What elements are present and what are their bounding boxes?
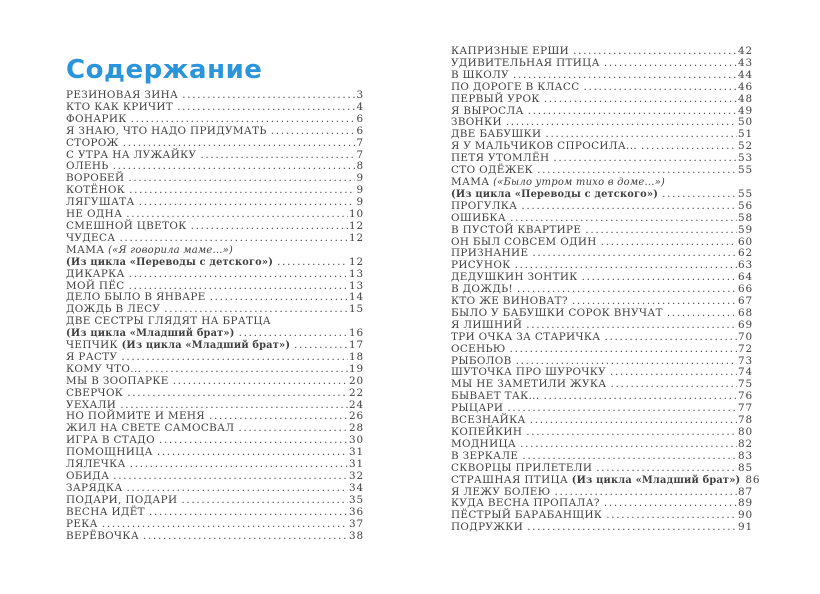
- toc-entry: [66, 245, 364, 257]
- page-number: 60: [737, 235, 753, 248]
- page-number: 82: [737, 437, 753, 450]
- leader-dots: [157, 447, 348, 459]
- leader-dots: [129, 269, 348, 281]
- leader-dots: [149, 507, 348, 519]
- toc-entry-text: Я ЗНАЮ, ЧТО НАДО ПРИДУМАТЬ: [66, 124, 267, 137]
- toc-entry-text: МОЙ ПЁС: [66, 279, 125, 292]
- page-number: 22: [348, 386, 364, 399]
- toc-entry-text: («Я говорила маме...»): [108, 244, 234, 256]
- page-number: 14: [348, 291, 364, 304]
- page-number: 50: [737, 116, 753, 129]
- page-number: 12: [348, 219, 364, 232]
- toc-entry-text: МЫ НЕ ЗАМЕТИЛИ ЖУКА: [451, 378, 607, 391]
- toc-entry-text: ШУТОЧКА ПРО ШУРОЧКУ: [451, 366, 607, 379]
- leader-dots: [271, 126, 356, 138]
- toc-entry-text: КОМУ ЧТО...: [66, 362, 142, 375]
- page-number: 7: [356, 148, 364, 161]
- page-number: 77: [737, 402, 753, 415]
- toc-entry: [66, 507, 364, 519]
- leader-dots: [610, 367, 737, 379]
- page-number: 66: [737, 283, 753, 296]
- page-number: 10: [348, 208, 364, 221]
- leader-dots: [604, 332, 737, 344]
- leader-dots: [294, 340, 348, 352]
- leader-dots: [596, 463, 737, 475]
- page-number: 64: [737, 271, 753, 284]
- leader-dots: [121, 352, 348, 364]
- leader-dots: [507, 403, 737, 415]
- toc-entry-title: [451, 177, 665, 189]
- toc-entry-text: (Из цикла «Переводы с детского»): [451, 188, 659, 200]
- toc-entry-text: В ЗЕРКАЛЕ: [451, 449, 519, 462]
- page-number: 13: [348, 267, 364, 280]
- leader-dots: [543, 391, 736, 403]
- toc-entry-text: ПОДАРИ, ПОДАРИ: [66, 493, 178, 506]
- page-number: 35: [348, 493, 364, 506]
- page-number: 72: [737, 342, 753, 355]
- leader-dots: [553, 153, 737, 165]
- page-number: 42: [737, 45, 753, 57]
- toc-entry-text: (Из цикла «Младший брат»): [66, 328, 235, 340]
- page-number: 56: [737, 199, 753, 212]
- toc-entry-text: ОСЕНЬЮ: [451, 342, 506, 355]
- leader-dots: [113, 471, 348, 483]
- leader-dots: [521, 201, 737, 213]
- toc-entry-text: Я ЛИШНИЙ: [451, 318, 523, 331]
- toc-entry-text: РЕКА: [66, 517, 98, 530]
- page-number: 15: [348, 303, 364, 316]
- toc-entry-text: РИСУНОК: [451, 259, 511, 272]
- toc-entry-text: БЫЛО У БАБУШКИ СОРОК ВНУЧАТ: [451, 306, 663, 319]
- toc-entry-text: ЧЕПЧИК: [66, 339, 122, 352]
- page-number: 32: [348, 470, 364, 482]
- page-number: 9: [356, 172, 364, 185]
- toc-entry-text: Я ВЫРОСЛА: [451, 104, 524, 117]
- toc-entry-text: УЕХАЛИ: [66, 398, 117, 411]
- page-number: 18: [348, 350, 364, 363]
- toc-entry-text: РЫЦАРИ: [451, 402, 504, 415]
- toc-entry-text: В ПУСТОЙ КВАРТИРЕ: [451, 223, 582, 236]
- leader-dots: [530, 415, 737, 427]
- page-number: 68: [737, 306, 753, 319]
- leader-dots: [527, 522, 737, 534]
- toc-entry-text: ПЕРВЫЙ УРОК: [451, 92, 540, 105]
- toc-entry-text: ДЕЛО БЫЛО В ЯНВАРЕ: [66, 291, 206, 304]
- page-number: 49: [737, 104, 753, 117]
- page-number: 19: [348, 362, 364, 375]
- toc-entry-text: Я РАСТУ: [66, 350, 118, 363]
- page-number: 6: [356, 124, 364, 137]
- leader-dots: [582, 272, 737, 284]
- toc-entry-text: НЕ ОДНА: [66, 208, 123, 221]
- toc-entry-text: МАМА: [451, 175, 494, 188]
- page-number: 83: [737, 449, 753, 462]
- toc-entry-text: ОБИДА: [66, 470, 110, 482]
- leader-dots: [145, 364, 348, 376]
- toc-entry-text: УДИВИТЕЛЬНАЯ ПТИЦА: [451, 56, 600, 69]
- page-number: 46: [737, 80, 753, 93]
- page-number: 4: [356, 100, 364, 113]
- toc-entry-title: [66, 316, 271, 328]
- page-number: 67: [737, 295, 753, 308]
- leader-dots: [601, 237, 737, 249]
- toc-entry-text: ВЕРЁВОЧКА: [66, 529, 140, 542]
- page-number: 31: [348, 446, 364, 459]
- page-number: 26: [348, 410, 364, 423]
- leader-dots: [129, 185, 355, 197]
- toc-entry-text: КОПЕЙКИН: [451, 426, 523, 438]
- page-number: 9: [356, 184, 364, 197]
- toc-entry-text: (Из цикла «Переводы с детского»): [66, 256, 274, 268]
- leader-dots: [667, 308, 737, 320]
- toc-entry-text: Я ЛЕЖУ БОЛЕЮ: [451, 485, 551, 498]
- page-number: 73: [737, 354, 753, 367]
- toc-entry-text: РЫБОЛОВ: [451, 354, 512, 367]
- toc-entry-text: ДЕДУШКИН ЗОНТИК: [451, 271, 578, 284]
- page-number: 78: [737, 414, 753, 427]
- toc-entry: [451, 522, 753, 534]
- toc-entry-text: ДВЕ СЕСТРЫ ГЛЯДЯТ НА БРАТЦА: [66, 315, 271, 328]
- toc-entry-text: ЛЯЛЕЧКА: [66, 458, 126, 471]
- leader-dots: [239, 328, 348, 340]
- page-number: 37: [348, 517, 364, 530]
- toc-entry-text: ТРИ ОЧКА ЗА СТАРИЧКА: [451, 330, 601, 343]
- toc-entry-text: ПРОГУЛКА: [451, 199, 518, 212]
- toc-entry-text: МАМА: [66, 243, 109, 256]
- page-number: 12: [348, 255, 364, 268]
- leader-dots: [510, 344, 737, 356]
- toc-entry-text: ПЕТЯ УТОМЛЁН: [451, 152, 550, 165]
- leader-dots: [585, 225, 737, 237]
- toc-list-left: [66, 90, 364, 542]
- leader-dots: [173, 376, 348, 388]
- toc-entry-text: ОН БЫЛ СОВСЕМ ОДИН: [451, 235, 597, 248]
- toc-entry-text: (Из цикла «Младший брат»): [121, 340, 291, 352]
- page-number: 52: [737, 140, 753, 153]
- page-number: 58: [737, 211, 753, 224]
- toc-entry-text: ДИКАРКА: [66, 267, 125, 280]
- toc-entry-text: МОДНИЦА: [451, 437, 517, 450]
- leader-dots: [210, 292, 348, 304]
- toc-entry-text: РЕЗИНОВАЯ ЗИНА: [66, 89, 179, 101]
- toc-entry-text: КОТЁНОК: [66, 184, 126, 197]
- leader-dots: [641, 141, 737, 153]
- toc-entry-text: ДВЕ БАБУШКИ: [451, 128, 542, 141]
- toc-entry-text: ПОДРУЖКИ: [451, 521, 524, 534]
- toc-entry: [66, 316, 364, 328]
- toc-entry-text: ВЕСНА ИДЁТ: [66, 505, 145, 518]
- page-number: 74: [737, 366, 753, 379]
- leader-dots: [604, 58, 737, 70]
- toc-entry: [451, 177, 753, 189]
- leader-dots: [662, 189, 737, 201]
- leader-dots: [606, 510, 737, 522]
- toc-entry-text: СВЕРЧОК: [66, 386, 124, 399]
- leader-dots: [182, 90, 355, 102]
- toc-entry-text: С УТРА НА ЛУЖАЙКУ: [66, 148, 197, 161]
- page-number: 43: [737, 56, 753, 69]
- leader-dots: [238, 423, 348, 435]
- page-number: 69: [737, 318, 753, 331]
- leader-dots: [130, 459, 348, 471]
- toc-entry-text: ПО ДОРОГЕ В КЛАСС: [451, 80, 580, 93]
- leader-dots: [128, 173, 355, 185]
- page-number: 55: [737, 187, 753, 200]
- page-number: 75: [737, 378, 753, 391]
- leader-dots: [277, 257, 348, 269]
- leader-dots: [604, 498, 737, 510]
- toc-list-right: [451, 45, 761, 534]
- leader-dots: [127, 388, 348, 400]
- toc-entry-text: КУДА ВЕСНА ПРОПАЛА?: [451, 497, 600, 510]
- leader-dots: [526, 427, 737, 439]
- page-number: 90: [737, 509, 753, 522]
- page-number: 53: [737, 152, 753, 165]
- leader-dots: [159, 435, 348, 447]
- page-number: 87: [737, 485, 753, 498]
- toc-entry-text: БЫВАЕТ ТАК...: [451, 390, 540, 403]
- toc-entry-text: (Из цикла «Младший брат»): [571, 474, 741, 486]
- toc-entry-text: ВОРОБЕЙ: [66, 172, 125, 185]
- page-number: 80: [737, 426, 753, 438]
- toc-entry-text: КТО ЖЕ ВИНОВАТ?: [451, 295, 568, 308]
- page-number: 30: [348, 434, 364, 447]
- toc-entry-text: КАПРИЗНЫЕ ЕРШИ: [451, 45, 570, 57]
- page-number: 16: [348, 327, 364, 340]
- toc-entry-text: ЧУДЕСА: [66, 231, 116, 244]
- page-number: 48: [737, 92, 753, 105]
- toc-heading: Содержание: [66, 55, 263, 85]
- page-number: 63: [737, 259, 753, 272]
- page-number: 24: [348, 398, 364, 411]
- toc-entry-text: ПОМОЩНИЦА: [66, 446, 153, 459]
- toc-entry-text: СКВОРЦЫ ПРИЛЕТЕЛИ: [451, 461, 593, 474]
- leader-dots: [120, 233, 348, 245]
- page-number: 91: [737, 521, 753, 534]
- leader-dots: [528, 106, 737, 118]
- toc-entry-text: ОЛЕНЬ: [66, 160, 109, 173]
- leader-dots: [191, 221, 348, 233]
- page-number: 70: [737, 330, 753, 343]
- toc-entry-text: ЖИЛ НА СВЕТЕ САМОСВАЛ: [66, 422, 235, 435]
- page-number: 6: [356, 112, 364, 125]
- toc-entry-text: ДОЖДЬ В ЛЕСУ: [66, 303, 161, 316]
- toc-entry-text: Я У МАЛЬЧИКОВ СПРОСИЛА...: [451, 140, 638, 153]
- toc-entry-text: СТОРОЖ: [66, 136, 119, 149]
- toc-entry-text: ЛЯГУШАТА: [66, 196, 135, 209]
- page-number: 55: [737, 164, 753, 177]
- toc-entry-title: [451, 522, 523, 534]
- toc-entry-text: В ДОЖДЬ!: [451, 283, 514, 296]
- toc-column-right: [451, 45, 761, 534]
- leader-dots: [113, 161, 356, 173]
- toc-entry-title: [66, 245, 233, 257]
- toc-entry: [66, 459, 364, 471]
- page-number: 28: [348, 422, 364, 435]
- toc-entry-text: СМЕШНОЙ ЦВЕТОК: [66, 219, 187, 232]
- toc-column-left: [66, 57, 364, 542]
- page-number: 7: [356, 136, 364, 149]
- leader-dots: [544, 94, 737, 106]
- page-number: 85: [737, 461, 753, 474]
- page-number: 59: [737, 223, 753, 236]
- toc-entry-text: ФОНАРИК: [66, 112, 127, 125]
- page-number: 12: [348, 231, 364, 244]
- toc-entry-text: НО ПОЙМИТЕ И МЕНЯ: [66, 410, 206, 423]
- leader-dots: [177, 102, 355, 114]
- page-number: 20: [348, 374, 364, 387]
- leader-dots: [143, 531, 348, 543]
- toc-entry-text: ИГРА В СТАДО: [66, 434, 155, 447]
- leader-dots: [610, 379, 737, 391]
- page-number: 62: [737, 247, 753, 260]
- leader-dots: [181, 495, 348, 507]
- toc-entry-text: ЗАРЯДКА: [66, 481, 123, 494]
- page-number: 38: [348, 529, 364, 542]
- toc-entry: [66, 150, 364, 162]
- page-number: 86: [745, 473, 761, 486]
- toc-entry: [66, 233, 364, 245]
- toc-entry: [66, 531, 364, 543]
- page-number: 44: [737, 68, 753, 81]
- page-number: 3: [356, 89, 364, 101]
- toc-entry-text: ВСЕЗНАЙКА: [451, 414, 526, 427]
- leader-dots: [520, 439, 737, 451]
- toc-entry-text: ПРИЗНАНИЕ: [451, 247, 529, 260]
- page-number: 31: [348, 458, 364, 471]
- toc-entry-title: [66, 531, 139, 543]
- toc-entry-text: ПЁСТРЫЙ БАРАБАНЩИК: [451, 509, 603, 522]
- leader-dots: [537, 165, 737, 177]
- page-number: 51: [737, 128, 753, 141]
- toc-entry-text: ОШИБКА: [451, 211, 507, 224]
- toc-entry-text: МЫ В ЗООПАРКЕ: [66, 374, 169, 387]
- toc-entry-text: СТО ОДЁЖЕК: [451, 164, 534, 177]
- leader-dots: [532, 248, 737, 260]
- toc-entry-text: КТО КАК КРИЧИТ: [66, 100, 174, 113]
- toc-entry-text: («Было утром тихо в доме...»): [493, 176, 666, 188]
- leader-dots: [139, 197, 356, 209]
- leader-dots: [200, 150, 355, 162]
- page-number: 34: [348, 481, 364, 494]
- page-number: 9: [356, 196, 364, 209]
- page-number: 8: [356, 160, 364, 173]
- page-number: 76: [737, 390, 753, 403]
- toc-entry-text: ЗВОНКИ: [451, 116, 502, 129]
- page-number: 89: [737, 497, 753, 510]
- toc-entry-text: СТРАШНАЯ ПТИЦА: [451, 473, 572, 486]
- page-number: 17: [348, 339, 364, 352]
- toc-entry: [451, 165, 753, 177]
- page-number: 13: [348, 279, 364, 292]
- page-number: 36: [348, 505, 364, 518]
- leader-dots: [584, 82, 737, 94]
- toc-entry-text: В ШКОЛУ: [451, 68, 509, 81]
